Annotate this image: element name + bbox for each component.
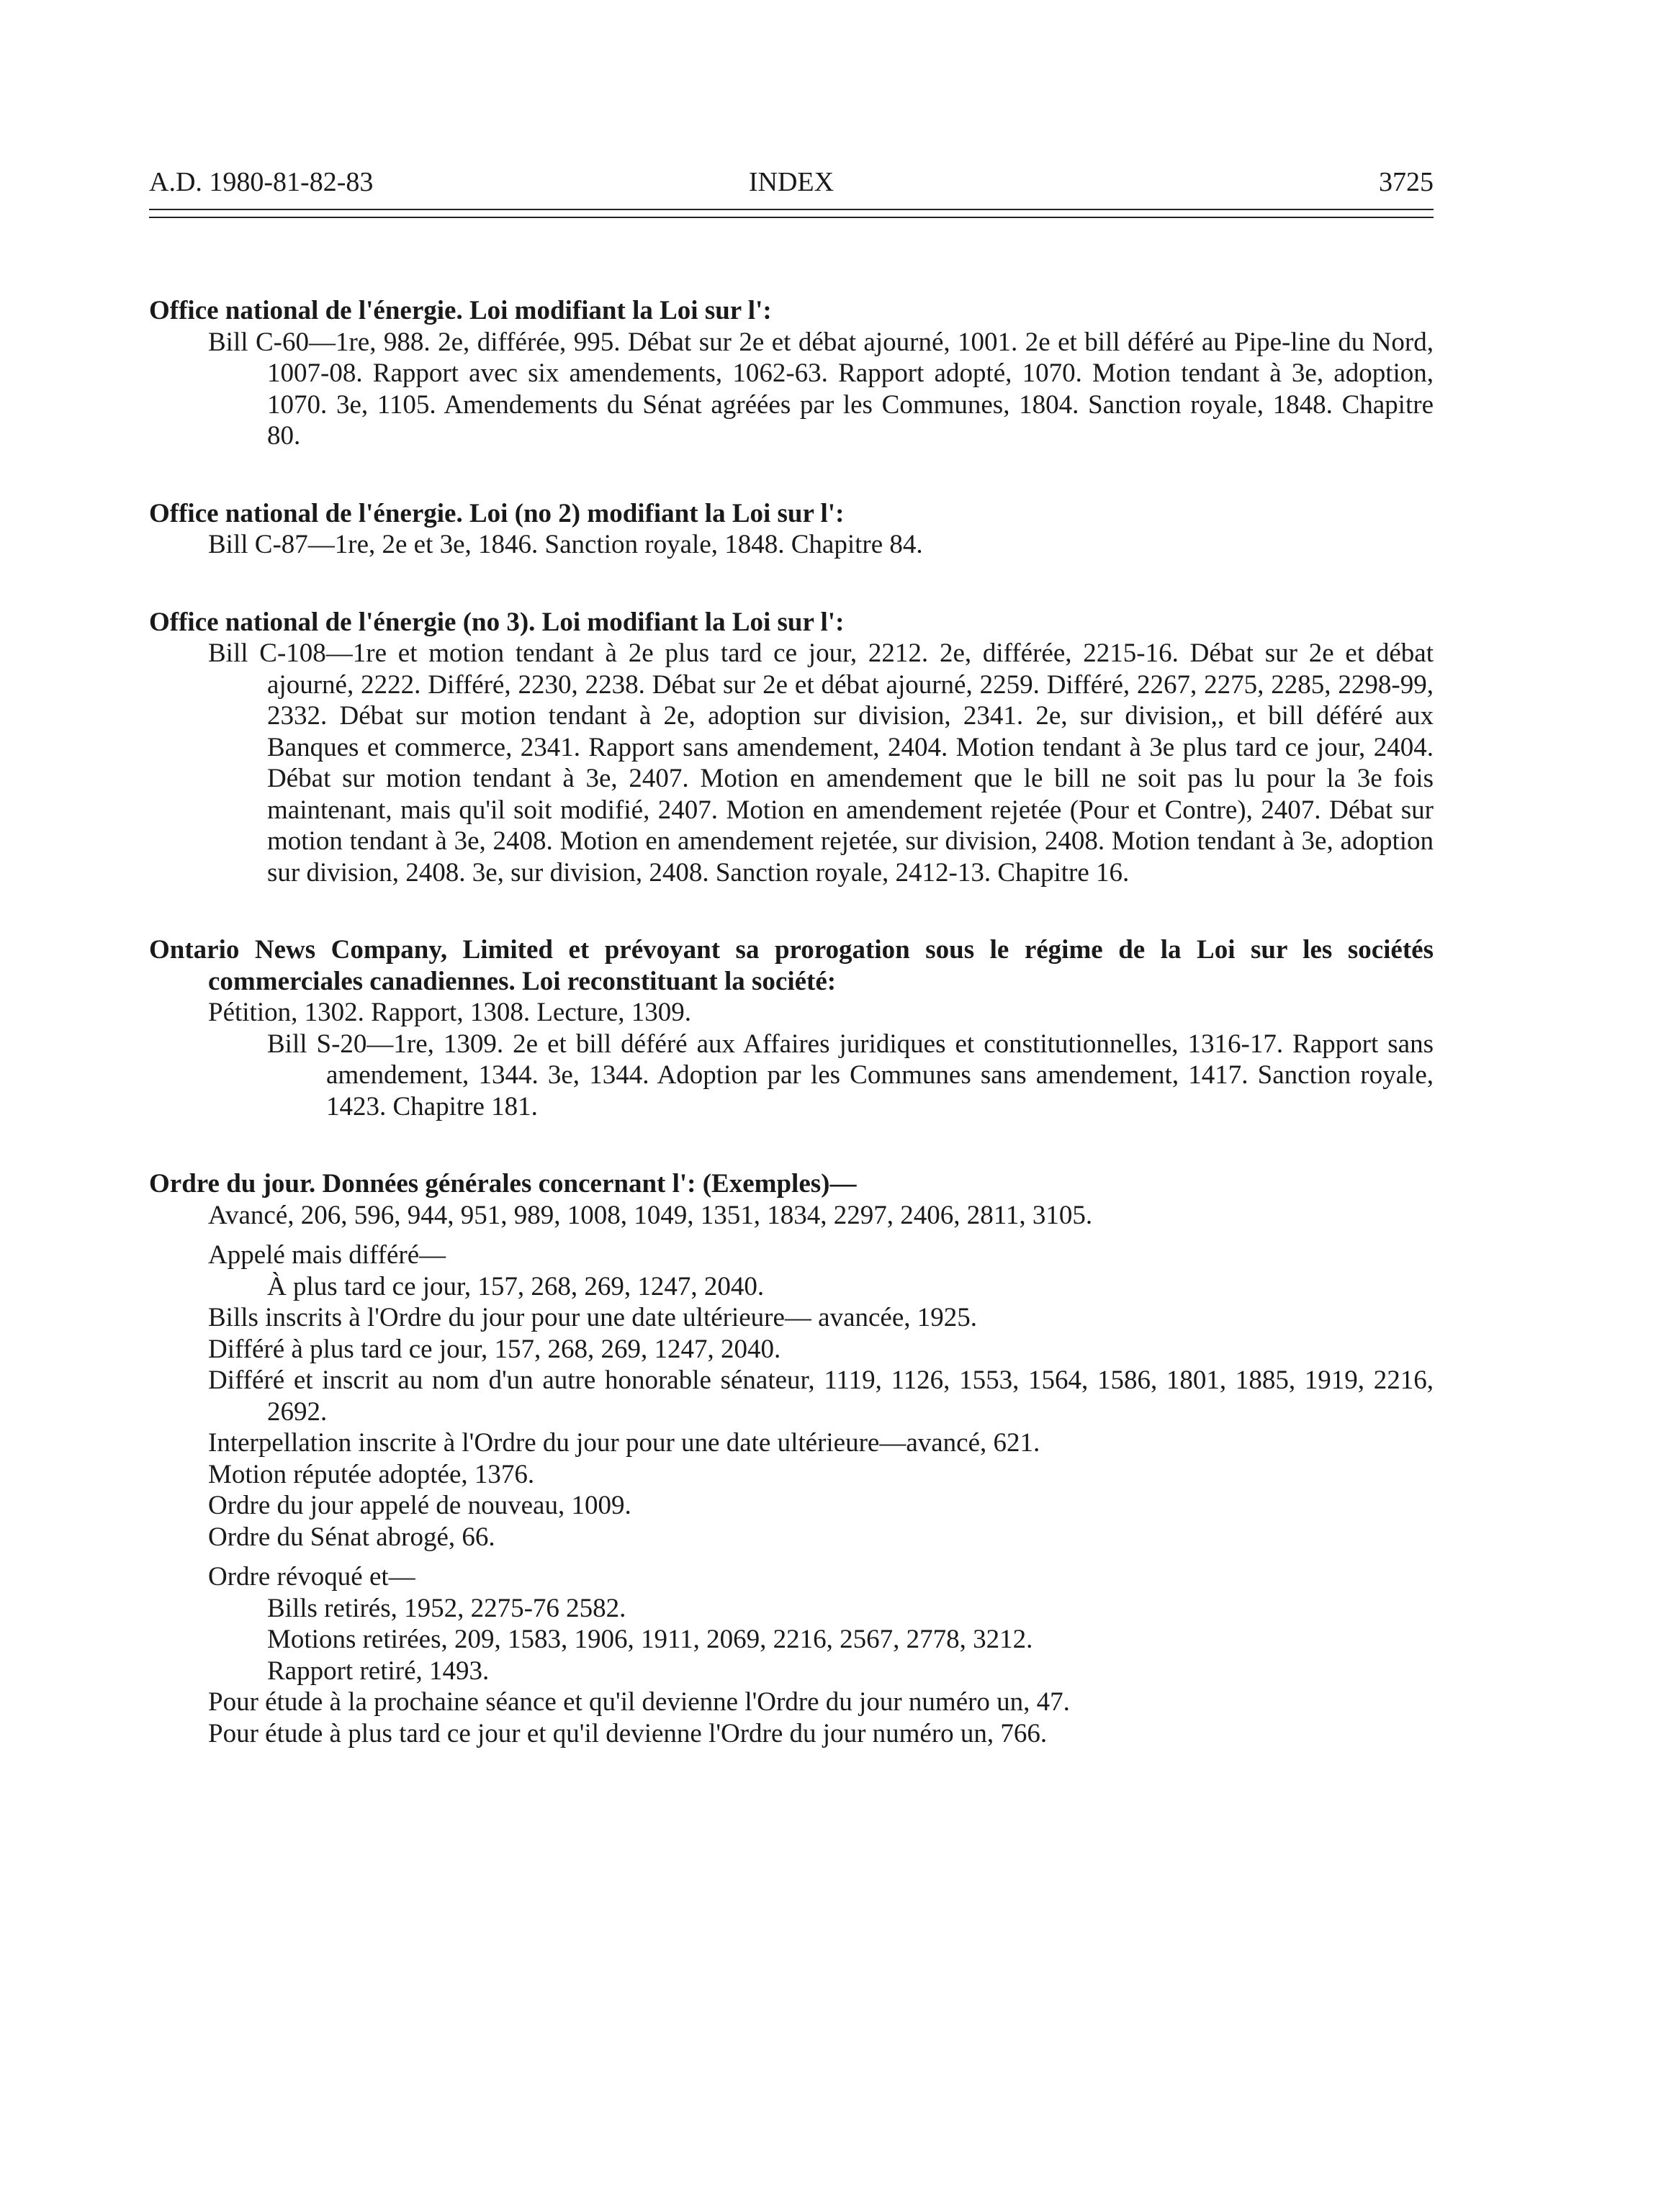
- entry-subentry: Ordre du jour appelé de nouveau, 1009.: [208, 1491, 631, 1520]
- index-entry-office-energie-3: [149, 607, 1434, 889]
- index-body: [149, 295, 1434, 1795]
- index-entry-office-energie-2: [149, 498, 1434, 561]
- entry-subentry: Ordre révoqué et—: [208, 1562, 415, 1592]
- entry-subentry: Pour étude à plus tard ce jour et qu'il devienne l'Ordre du jour numéro un, 766.: [208, 1718, 1048, 1748]
- index-entry-office-energie-1: [149, 295, 1434, 452]
- entry-subentry: Différé et inscrit au nom d'un autre honorable sénateur, 1119, 1126, 1553, 1564, 1586, 1801, 1885, 1919, 2216, 2692.: [208, 1365, 1434, 1427]
- running-head: [149, 164, 1434, 202]
- index-entry-ontario-news: [149, 934, 1434, 1122]
- header-page-number: 3725: [1379, 167, 1434, 197]
- entry-heading: Office national de l'énergie (no 3). Loi modifiant la Loi sur l':: [149, 607, 845, 637]
- header-title: INDEX: [748, 167, 834, 197]
- entry-subentry: Bill C-87—1re, 2e et 3e, 1846. Sanction royale, 1848. Chapitre 84.: [208, 530, 923, 559]
- index-entry-ordre-du-jour: [149, 1168, 1434, 1749]
- header-rule-top: [149, 209, 1434, 210]
- header-years: A.D. 1980-81-82-83: [149, 167, 374, 197]
- entry-subentry: Pétition, 1302. Rapport, 1308. Lecture, 1309.: [208, 998, 692, 1027]
- entry-subentry: Bill C-60—1re, 988. 2e, différée, 995. Débat sur 2e et débat ajourné, 1001. 2e et bill déféré au Pipe-line du Nord, 1007-08. Rapport avec six amendements, 1062-63. Rapport adopté, 1070. Motion tendant à 3e, adoption, 1070. 3e, 1105. Amendements du Sénat agréées par les Communes, 1804. Sanction royale, 1848. Chapitre 80.: [208, 327, 1434, 451]
- entry-subentry: Interpellation inscrite à l'Ordre du jour pour une date ultérieure—avancé, 621.: [208, 1428, 1040, 1458]
- entry-subentry: Différé à plus tard ce jour, 157, 268, 269, 1247, 2040.: [208, 1334, 781, 1364]
- entry-heading: Office national de l'énergie. Loi modifiant la Loi sur l':: [149, 296, 772, 325]
- entry-subentry: Bill S-20—1re, 1309. 2e et bill déféré aux Affaires juridiques et constitutionnelles, 1316-17. Rapport sans amendement, 1344. 3e, 1344. Adoption par les Communes sans amendement, 1417. Sanction royale, 1423. Chapitre 181.: [267, 1029, 1434, 1121]
- entry-subsubentry: Bills retirés, 1952, 2275-76 2582.: [267, 1593, 626, 1623]
- entry-subentry: Appelé mais différé—: [208, 1240, 446, 1270]
- entry-subentry: Ordre du Sénat abrogé, 66.: [208, 1522, 495, 1552]
- header-rule-bottom: [149, 217, 1434, 218]
- entry-heading: Ontario News Company, Limited et prévoyant sa prorogation sous le régime de la Loi sur les sociétés commerciales canadiennes. Loi reconstituant la société:: [149, 935, 1434, 996]
- entry-subsubentry: Motions retirées, 209, 1583, 1906, 1911, 2069, 2216, 2567, 2778, 3212.: [267, 1625, 1033, 1654]
- entry-subentry: Motion réputée adoptée, 1376.: [208, 1459, 535, 1489]
- entry-heading: Office national de l'énergie. Loi (no 2) modifiant la Loi sur l':: [149, 498, 845, 528]
- entry-heading: Ordre du jour. Données générales concernant l': (Exemples)—: [149, 1169, 857, 1198]
- entry-subentry: Pour étude à la prochaine séance et qu'il devienne l'Ordre du jour numéro un, 47.: [208, 1687, 1070, 1717]
- entry-subsubentry: Rapport retiré, 1493.: [267, 1656, 490, 1686]
- entry-subentry: Avancé, 206, 596, 944, 951, 989, 1008, 1049, 1351, 1834, 2297, 2406, 2811, 3105.: [208, 1200, 1093, 1230]
- entry-subentry: Bill C-108—1re et motion tendant à 2e plus tard ce jour, 2212. 2e, différée, 2215-16. Débat sur 2e et débat ajourné, 2222. Différé, 2230, 2238. Débat sur 2e et débat ajourné, 2259. Différé, 2267, 2275, 2285, 2298-99, 2332. Débat sur motion tendant à 2e, adoption sur division, 2341. 2e, sur division,, et bill déféré aux Banques et commerce, 2341. Rapport sans amendement, 2404. Motion tendant à 3e plus tard ce jour, 2404. Débat sur motion tendant à 3e, 2407. Motion en amendement que le bill ne soit pas lu pour la 3e fois maintenant, mais qu'il soit modifié, 2407. Motion en amendement rejetée (Pour et Contre), 2407. Débat sur motion tendant à 3e, 2408. Motion en amendement rejetée, sur division, 2408. Motion tendant à 3e, adoption sur division, 2408. 3e, sur division, 2408. Sanction royale, 2412-13. Chapitre 16.: [208, 638, 1434, 888]
- entry-subentry: Bills inscrits à l'Ordre du jour pour une date ultérieure— avancée, 1925.: [208, 1303, 978, 1332]
- entry-subsubentry: À plus tard ce jour, 157, 268, 269, 1247, 2040.: [267, 1271, 765, 1301]
